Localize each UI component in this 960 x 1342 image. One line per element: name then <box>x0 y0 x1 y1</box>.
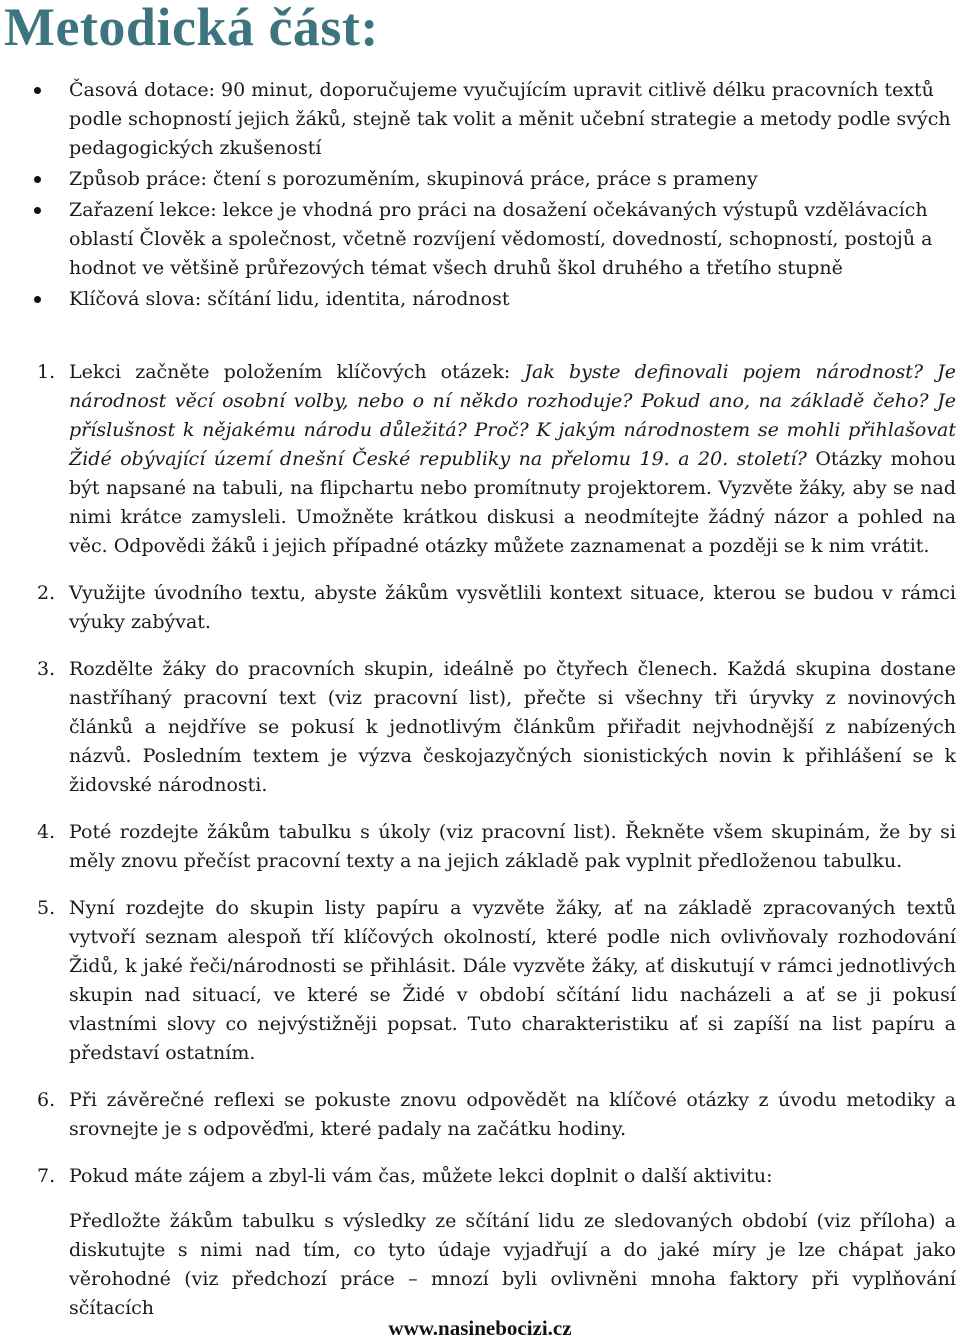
step-number: 7. <box>37 1165 56 1187</box>
bullet-dot-icon <box>34 296 41 303</box>
step-number: 5. <box>37 897 56 919</box>
step-text: Využijte úvodního textu, abyste žákům vysvětlili kontext situace, kterou se budou v rámci výuky zabývat. <box>69 582 956 633</box>
step-text: Nyní rozdejte do skupin listy papíru a vyzvěte žáky, ať na základě zpracovaných textů vytvoří seznam alespoň tří klíčových okolností, které podle nich ovlivňovaly rozhodování Židů, k jaké řeči/národnosti se přihlásit. Dále vyzvěte žáky, ať diskutují v rámci jednotlivých skupin nad situací, ve které se Židé v období sčítání lidu nacházeli a ať se ji pokusí vlastními slovy co nejvýstižněji popsat. Tuto charakteristiku ať si zapíší na list papíru a představí ostatním. <box>69 897 956 1064</box>
step-4 <box>0 818 960 876</box>
bullet-item-keywords <box>0 285 960 314</box>
step-7 <box>0 1162 960 1323</box>
step-number: 4. <box>37 821 56 843</box>
bullet-text: Časová dotace: 90 minut, doporučujeme vyučujícím upravit citlivě délku pracovních textů podle schopností jejich žáků, stejně tak volit a měnit učební strategie a metody podle svých pedagogických zkušeností <box>69 79 951 159</box>
bullet-item-time <box>0 76 960 163</box>
bullet-text: Klíčová slova: sčítání lidu, identita, národnost <box>69 288 510 310</box>
page-title: Metodická část: <box>4 0 379 57</box>
step-number: 1. <box>37 361 56 383</box>
step-intro: Lekci začněte položením klíčových otázek: <box>69 361 525 383</box>
lesson-steps-list <box>0 358 960 1341</box>
extra-activity-text: Předložte žákům tabulku s výsledky ze sčítání lidu ze sledovaných období (viz příloha) a diskutujte s nimi nad tím, co tyto údaje vyjadřují a do jaké míry je lze chápat jako věrohodné (viz předchozí práce – mnozí byli ovlivněni mnoha faktory při vyplňování sčítacích <box>69 1210 956 1319</box>
key-questions: Jak byste definovali pojem národnost? Je národnost věcí osobní volby, nebo o ní někdo rozhoduje? Pokud ano, na základě čeho? Je příslušnost k nějakému národu důležitá? Proč? K jakým národnostem se mohli přihlašovat Židé obývající území dnešní České republiky na přelomu 19. a 20. století? <box>69 361 957 470</box>
step-number: 2. <box>37 582 56 604</box>
step-6 <box>0 1086 960 1144</box>
step-text: Při závěrečné reflexi se pokuste znovu odpovědět na klíčové otázky z úvodu metodiky a srovnejte je s odpověďmi, které padaly na začátku hodiny. <box>69 1089 956 1140</box>
bullet-dot-icon <box>34 176 41 183</box>
step-text: Rozdělte žáky do pracovních skupin, ideálně po čtyřech členech. Každá skupina dostane nastříhaný pracovní text (viz pracovní list), přečte si všechny tři úryvky z novinových článků a nejdříve se pokusí k jednotlivým článkům přiřadit nejvhodnější z nabízených názvů. Posledním textem je výzva českojazyčných sionistických novin k přihlášení se k židovské národnosti. <box>69 658 956 796</box>
step-text: Poté rozdejte žákům tabulku s úkoly (viz pracovní list). Řekněte všem skupinám, že by si měly znovu přečíst pracovní texty a na jejich základě pak vyplnit předloženou tabulku. <box>69 821 956 872</box>
step-text: Pokud máte zájem a zbyl-li vám čas, můžete lekci doplnit o další aktivitu: <box>69 1165 773 1187</box>
step-text: Otázky mohou být napsané na tabuli, na flipchartu nebo promítnuty projektorem. Vyzvěte žáky, aby se nad nimi krátce zamysleli. Umožněte krátkou diskusi a neodmítejte žádný názor a pohled na věc. Odpovědi žáků i jejich případné otázky můžete zaznamenat a později se k nim vrátit. <box>69 448 957 557</box>
step-1 <box>0 358 960 561</box>
bullet-text: Zařazení lekce: lekce je vhodná pro práci na dosažení očekávaných výstupů vzdělávacích oblastí Člověk a společnost, včetně rozvíjení vědomostí, dovedností, schopností, postojů a hodnot ve většině průřezových témat všech druhů škol druhého a třetího stupně <box>69 199 933 279</box>
bullet-text: Způsob práce: čtení s porozuměním, skupinová práce, práce s prameny <box>69 168 758 190</box>
step-number: 6. <box>37 1089 56 1111</box>
step-2 <box>0 579 960 637</box>
info-bullet-list <box>0 76 960 316</box>
bullet-dot-icon <box>34 207 41 214</box>
step-3 <box>0 655 960 800</box>
step-5 <box>0 894 960 1068</box>
bullet-dot-icon <box>34 87 41 94</box>
bullet-item-method <box>0 165 960 194</box>
footer-url: www.nasinebocizi.cz <box>388 1316 572 1340</box>
step-number: 3. <box>37 658 56 680</box>
bullet-item-placement <box>0 196 960 283</box>
